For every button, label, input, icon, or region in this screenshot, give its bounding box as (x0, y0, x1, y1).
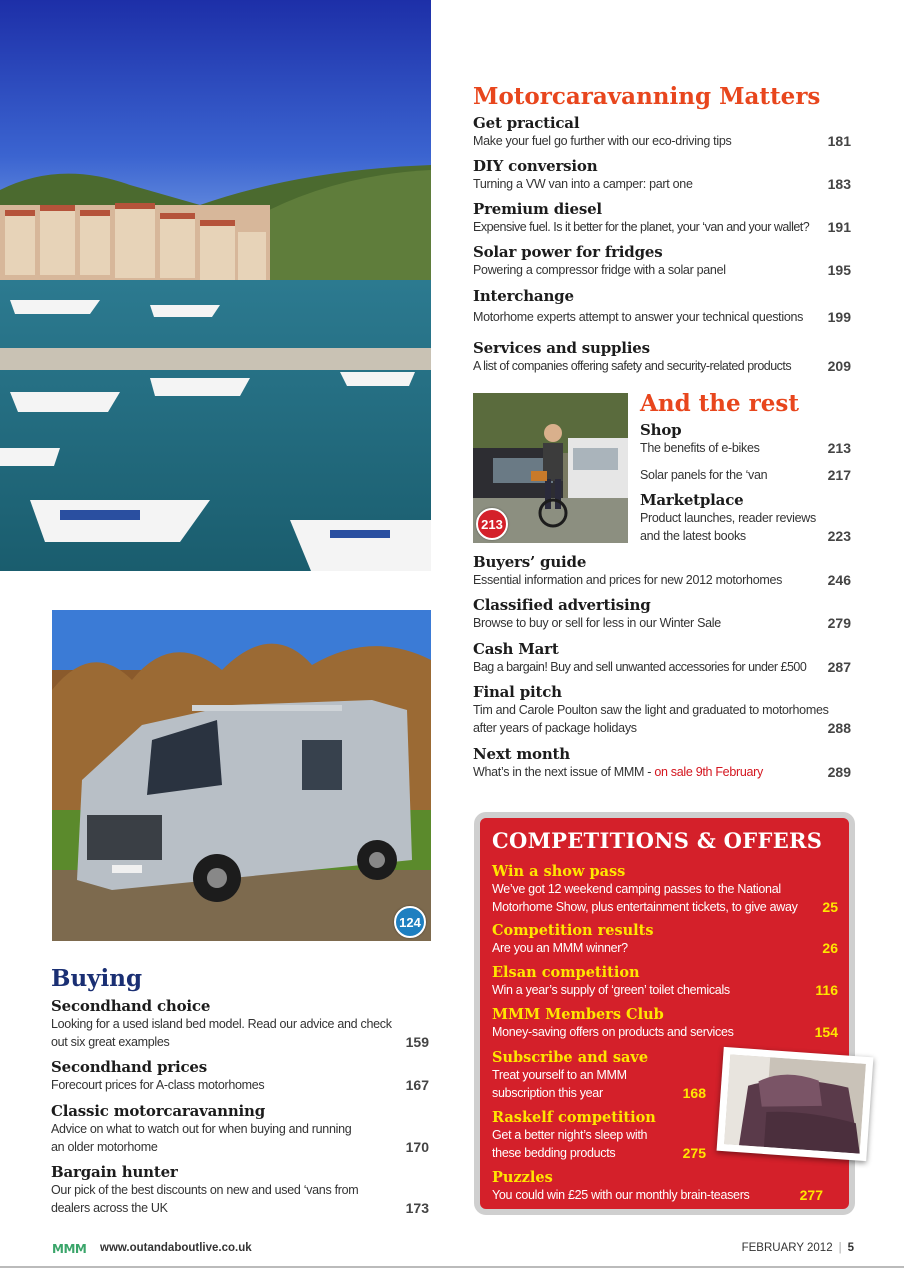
entry-page: 168 (682, 1084, 706, 1101)
toc-entry[interactable] (473, 157, 851, 193)
entry-desc: after years of package holidays (473, 721, 637, 735)
entry-page: 275 (682, 1144, 706, 1161)
entry-heading: MMM Members Club (492, 1006, 664, 1023)
entry-desc: Advice on what to watch out for when buying and running (51, 1122, 352, 1136)
section-title-motorcaravanning: Motorcaravanning Matters (473, 83, 821, 110)
website-link[interactable]: www.outandaboutlive.co.uk (100, 1242, 252, 1254)
entry-heading: Secondhand choice (51, 997, 211, 1015)
entry-desc: and the latest books (640, 529, 746, 543)
entry-page: 26 (822, 940, 838, 956)
van-photo (52, 610, 431, 941)
entry-desc: dealers across the UK (51, 1201, 168, 1215)
competition-entry[interactable] (492, 1169, 823, 1205)
toc-entry[interactable] (473, 114, 851, 150)
entry-heading: Get practical (473, 114, 580, 132)
entry-page: 217 (827, 467, 851, 483)
entry-heading: Marketplace (640, 491, 744, 509)
entry-desc: these bedding products (492, 1145, 616, 1160)
entry-page: 25 (822, 898, 838, 915)
entry-desc: Essential information and prices for new 2012 motorhomes (473, 573, 783, 587)
toc-entry[interactable] (51, 1058, 429, 1094)
page-badge-124[interactable]: 124 (394, 906, 426, 938)
entry-page: 289 (827, 764, 851, 780)
entry-heading: Win a show pass (492, 863, 626, 880)
footer-divider (0, 1266, 904, 1268)
entry-page: 183 (827, 176, 851, 192)
competition-entry[interactable] (492, 863, 838, 916)
entry-page: 279 (827, 615, 851, 631)
toc-entry[interactable] (473, 640, 851, 676)
entry-desc: Bag a bargain! Buy and sell unwanted accessories for under £500 (473, 660, 807, 674)
toc-entry[interactable] (473, 200, 851, 236)
entry-desc: out six great examples (51, 1035, 170, 1049)
on-sale-date: on sale 9th February (654, 765, 763, 779)
toc-entry[interactable] (51, 1102, 429, 1156)
entry-desc: Get a better night’s sleep with (492, 1128, 648, 1142)
entry-desc: A list of companies offering safety and security-related products (473, 359, 792, 373)
entry-heading: Buyers’ guide (473, 553, 587, 571)
entry-page: 154 (814, 1024, 838, 1040)
section-title-buying: Buying (51, 965, 143, 992)
competition-entry[interactable] (492, 922, 838, 958)
entry-heading: Bargain hunter (51, 1163, 178, 1181)
entry-heading: Interchange (473, 287, 574, 305)
entry-page: 288 (827, 720, 851, 736)
entry-page: 246 (827, 572, 851, 588)
entry-heading: Next month (473, 745, 570, 763)
entry-desc: Product launches, reader reviews (640, 511, 816, 525)
entry-heading: Puzzles (492, 1169, 553, 1186)
entry-page: 209 (827, 358, 851, 374)
page-badge-213[interactable]: 213 (476, 508, 508, 540)
toc-entry[interactable] (473, 339, 851, 375)
page-number: 5 (847, 1242, 854, 1254)
entry-desc: an older motorhome (51, 1140, 158, 1154)
entry-heading: Premium diesel (473, 200, 602, 218)
toc-entry[interactable] (473, 596, 851, 632)
entry-heading: Elsan competition (492, 964, 640, 981)
entry-heading: Competition results (492, 922, 654, 939)
entry-heading: Raskelf competition (492, 1109, 656, 1126)
entry-desc: Forecourt prices for A-class motorhomes (51, 1078, 265, 1092)
entry-desc-text: What’s in the next issue of MMM - (473, 765, 655, 779)
entry-heading: Cash Mart (473, 640, 559, 658)
entry-desc: Treat yourself to an MMM (492, 1068, 627, 1082)
footer-separator: | (838, 1242, 842, 1254)
entry-desc: Our pick of the best discounts on new and used ‘vans from (51, 1183, 359, 1197)
entry-page: 223 (827, 528, 851, 544)
entry-desc: The benefits of e-bikes (640, 441, 760, 455)
issue-info (742, 1242, 854, 1254)
entry-page: 213 (827, 440, 851, 456)
toc-entry-marketplace[interactable] (640, 491, 851, 545)
toc-entry[interactable] (51, 1163, 429, 1217)
competition-entry[interactable] (492, 964, 838, 1000)
entry-desc: Looking for a used island bed model. Read our advice and check (51, 1017, 392, 1031)
entry-heading: Secondhand prices (51, 1058, 207, 1076)
entry-desc: Turning a VW van into a camper: part one (473, 177, 693, 191)
issue-date: FEBRUARY 2012 (741, 1242, 833, 1254)
entry-page: 159 (405, 1034, 429, 1050)
entry-desc: Browse to buy or sell for less in our Winter Sale (473, 616, 721, 630)
entry-page: 277 (799, 1187, 823, 1203)
entry-heading: Classic motorcaravanning (51, 1102, 266, 1120)
entry-page: 116 (815, 982, 838, 998)
entry-desc: subscription this year (492, 1085, 603, 1100)
toc-entry[interactable] (473, 683, 851, 737)
entry-desc: Are you an MMM winner? (492, 941, 628, 955)
entry-desc (473, 763, 763, 781)
entry-heading: Shop (640, 421, 682, 439)
entry-desc: Motorhome Show, plus entertainment tickets, to give away (492, 899, 798, 914)
entry-desc: Motorhome experts attempt to answer your technical questions (473, 310, 804, 324)
entry-desc: Win a year’s supply of ‘green’ toilet chemicals (492, 983, 730, 997)
mmm-logo: MMM (52, 1242, 87, 1256)
entry-desc: We’ve got 12 weekend camping passes to the National (492, 882, 781, 896)
entry-heading: Classified advertising (473, 596, 651, 614)
toc-entry[interactable] (51, 997, 429, 1051)
toc-entry[interactable] (473, 745, 851, 781)
entry-desc: Tim and Carole Poulton saw the light and graduated to motorhomes (473, 703, 829, 717)
competition-entry[interactable] (492, 1049, 706, 1102)
entry-page: 199 (827, 309, 851, 325)
toc-entry[interactable] (473, 553, 851, 589)
competition-entry[interactable] (492, 1109, 706, 1162)
entry-desc: Expensive fuel. Is it better for the planet, your ‘van and your wallet? (473, 220, 810, 234)
entry-desc: You could win £25 with our monthly brain-teasers (492, 1188, 750, 1202)
entry-heading: Subscribe and save (492, 1049, 649, 1066)
entry-heading: DIY conversion (473, 157, 598, 175)
toc-entry[interactable] (473, 287, 851, 326)
entry-page: 287 (827, 659, 851, 675)
entry-page: 195 (827, 262, 851, 278)
toc-entry-shop[interactable] (640, 421, 851, 484)
section-title-rest: And the rest (640, 390, 799, 417)
harbour-photo (0, 0, 431, 571)
entry-desc: Solar panels for the ‘van (640, 468, 768, 482)
entry-page: 167 (405, 1077, 429, 1093)
toc-entry[interactable] (473, 243, 851, 279)
entry-page: 191 (827, 219, 851, 235)
entry-heading: Services and supplies (473, 339, 650, 357)
entry-page: 181 (827, 133, 851, 149)
entry-heading: Final pitch (473, 683, 562, 701)
competitions-title: COMPETITIONS & OFFERS (492, 828, 823, 853)
entry-desc: Money-saving offers on products and services (492, 1025, 734, 1039)
entry-desc: Make your fuel go further with our eco-driving tips (473, 134, 732, 148)
entry-page: 173 (405, 1200, 429, 1216)
bedding-photo (717, 1047, 874, 1161)
entry-heading: Solar power for fridges (473, 243, 663, 261)
competition-entry[interactable] (492, 1006, 838, 1042)
entry-page: 170 (405, 1139, 429, 1155)
entry-desc: Powering a compressor fridge with a solar panel (473, 263, 726, 277)
